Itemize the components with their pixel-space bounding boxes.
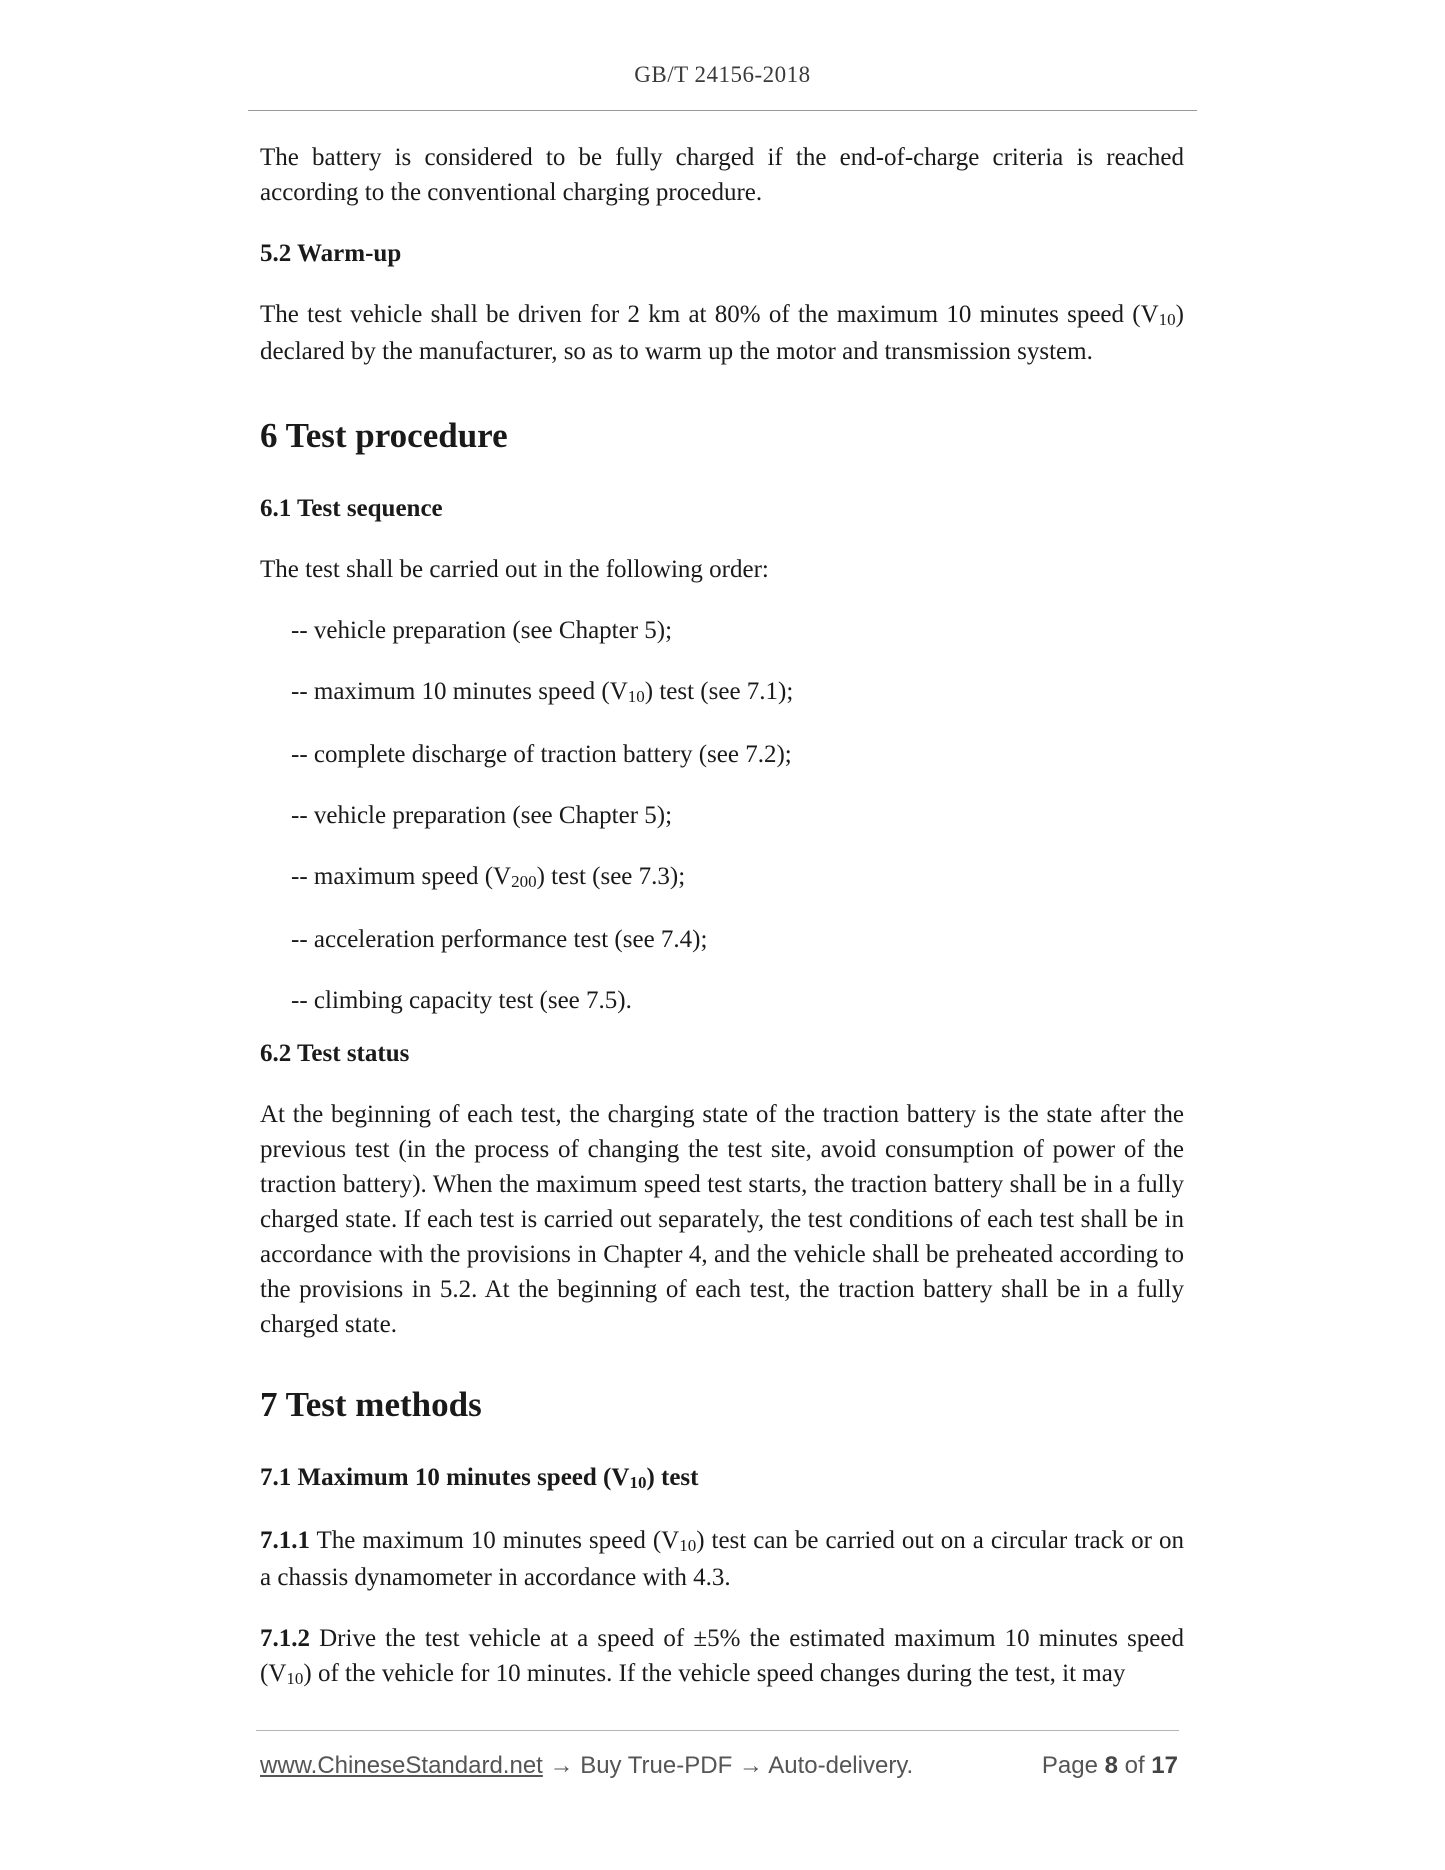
- text-run: -- maximum 10 minutes speed (V: [291, 678, 628, 705]
- clause-number: 7.1.1: [260, 1527, 310, 1554]
- text-run: ) test can be carried out on a circular track or on a chassis dynamometer in accordance with 4.3.: [260, 1527, 1184, 1591]
- section-6-1-heading: 6.1 Test sequence: [260, 495, 443, 522]
- text-run: ) test (see 7.3);: [536, 863, 686, 890]
- list-item: [260, 859, 1184, 896]
- subscript: 10: [1158, 310, 1176, 329]
- section-5-2-heading: 5.2 Warm-up: [260, 240, 402, 267]
- website-link[interactable]: www.ChineseStandard.net: [260, 1752, 543, 1779]
- subscript: 10: [627, 687, 645, 706]
- text-run: ) of the vehicle for 10 minutes. If the vehicle speed changes during the test, it may: [303, 1660, 1126, 1687]
- page-label: Page: [1041, 1752, 1105, 1779]
- buy-pdf-text: Buy True-PDF: [580, 1752, 733, 1779]
- section-7-heading: 7 Test methods: [260, 1385, 482, 1424]
- section-7-1-1-paragraph: [260, 1523, 1184, 1595]
- text-run: 7.1 Maximum 10 minutes speed (V: [260, 1464, 630, 1491]
- subscript: 10: [629, 1473, 647, 1492]
- footer-divider: [256, 1730, 1179, 1731]
- clause-number: 7.1.2: [260, 1625, 310, 1652]
- document-body: [260, 140, 1184, 1693]
- header-divider: [248, 110, 1197, 111]
- page-of: of: [1117, 1752, 1152, 1779]
- list-item: -- complete discharge of traction battery (see 7.2);: [291, 741, 792, 768]
- text-run: ) test (see 7.1);: [644, 678, 794, 705]
- section-7-1-2-paragraph: [260, 1621, 1184, 1693]
- text-run: ) test: [646, 1464, 699, 1491]
- list-item: -- vehicle preparation (see Chapter 5);: [291, 802, 673, 829]
- section-6-1-intro: The test shall be carried out in the following order:: [260, 556, 769, 583]
- document-header-title: GB/T 24156-2018: [634, 62, 811, 87]
- text-run: The maximum 10 minutes speed (V: [310, 1527, 680, 1554]
- auto-delivery-text: Auto-delivery.: [768, 1752, 914, 1779]
- section-6-2-heading: 6.2 Test status: [260, 1040, 410, 1067]
- section-7-1-heading: [260, 1460, 1184, 1497]
- text-run: Drive the test vehicle at a speed of ±5% the estimated maximum 10 minutes speed (V: [260, 1625, 1184, 1687]
- intro-paragraph: The battery is considered to be fully charged if the end-of-charge criteria is reached according to the conventional charging procedure.: [260, 144, 1184, 206]
- section-5-2-paragraph: [260, 297, 1184, 369]
- page-footer: [260, 1750, 1178, 1782]
- text-run: -- maximum speed (V: [291, 863, 512, 890]
- list-item: -- climbing capacity test (see 7.5).: [291, 987, 632, 1014]
- arrow-icon: →: [542, 1752, 581, 1779]
- list-item: -- vehicle preparation (see Chapter 5);: [291, 617, 673, 644]
- page-current: 8: [1104, 1752, 1118, 1779]
- subscript: 10: [286, 1669, 304, 1688]
- arrow-icon: →: [732, 1752, 769, 1779]
- subscript: 200: [511, 872, 537, 891]
- subscript: 10: [679, 1536, 697, 1555]
- page-total: 17: [1151, 1752, 1178, 1779]
- list-item: -- acceleration performance test (see 7.4);: [291, 926, 708, 953]
- text-run: ) declared by the manufacturer, so as to warm up the motor and transmission system.: [260, 301, 1184, 365]
- list-item: [260, 674, 1184, 711]
- section-6-heading: 6 Test procedure: [260, 416, 508, 455]
- page-indicator: [1042, 1750, 1178, 1782]
- section-6-2-paragraph: At the beginning of each test, the charging state of the traction battery is the state after the previous test (in the process of changing the test site, avoid consumption of power of the traction battery). When the maximum speed test starts, the traction battery shall be in a fully charged state. If each test is carried out separately, the test conditions of each test shall be in accordance with the provisions in Chapter 4, and the vehicle shall be preheated according to the provisions in 5.2. At the beginning of each test, the traction battery shall be in a fully charged state.: [260, 1101, 1184, 1338]
- text-run: The test vehicle shall be driven for 2 km at 80% of the maximum 10 minutes speed (V: [260, 301, 1159, 328]
